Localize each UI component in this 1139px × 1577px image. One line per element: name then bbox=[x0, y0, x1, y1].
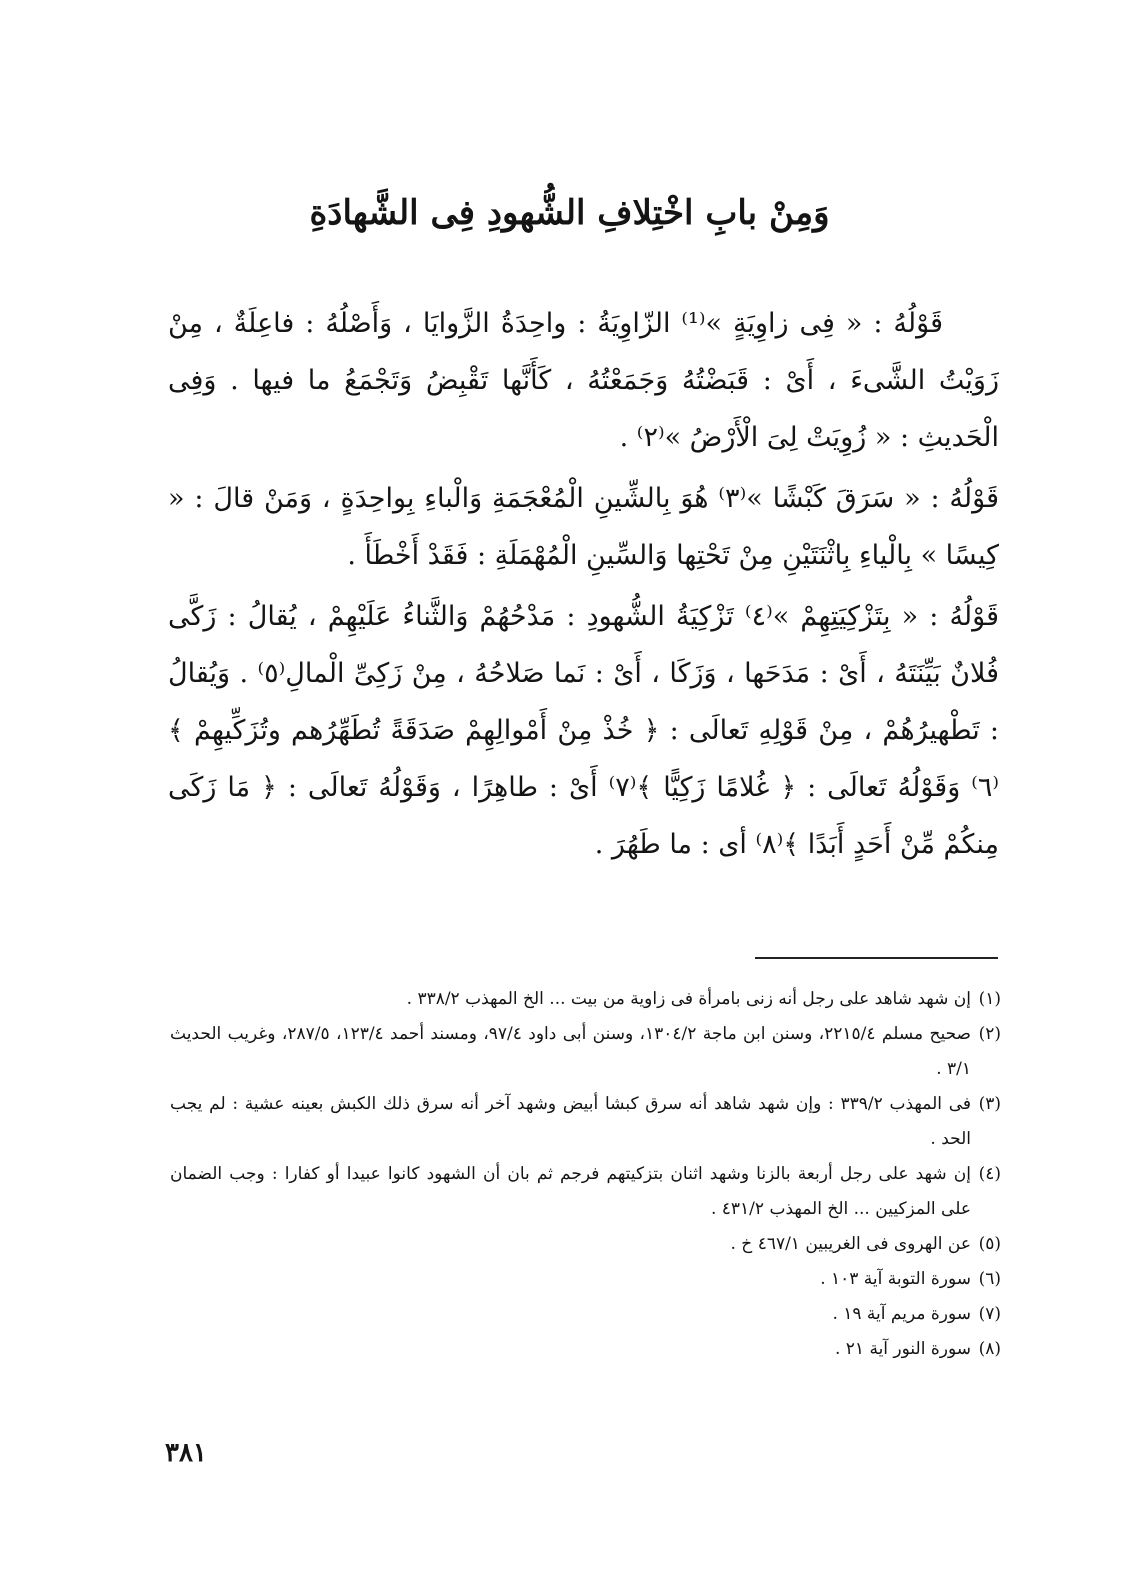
footnote-number: (٨) bbox=[978, 1339, 1001, 1359]
footnote-text: إن شهد على رجل أربعة بالزنا وشهد اثنان بتزكيتهم فرجم ثم بان أن الشهود كانوا عبيدا أو كفارا : وجب الضمان على المزكيين ... الخ المهذب ٤٣١/٢ . bbox=[170, 1164, 971, 1219]
footnote-number: (٢) bbox=[978, 1024, 1001, 1044]
footnote-number: (٣) bbox=[978, 1094, 1001, 1114]
paragraph-tazkiya: قَوْلُهُ : « بِتَزْكِيَتِهِمْ »⁽٤⁾ تَزْكِيَةُ الشُّهودِ : مَدْحُهُمْ وَالثَّناءُ عَلَيْهِمْ ، يُقالُ : زَكَّى فُلانٌ بَيِّنَتَهُ ، أَىْ : مَدَحَها ، وَزَكَا ، أَىْ : نَما صَلاحُهُ ، مِنْ زَكِىِّ الْمالِ⁽٥⁾ . وَيُقالُ : تَطْهيرُهُمْ ، مِنْ قَوْلِهِ تَعالَى : ﴿ خُذْ مِنْ أَمْوالِهِمْ صَدَقَةً تُطَهِّرُهم وتُزَكِّيهِمْ ﴾⁽٦⁾ وَقَوْلُهُ تَعالَى : ﴿ غُلامًا زَكِيًّا ﴾⁽٧⁾ أَىْ : طاهِرًا ، وَقَوْلُهُ تَعالَى : ﴿ مَا زَكَى مِنكُمْ مِّنْ أَحَدٍ أَبَدًا ﴾⁽٨⁾ أى : ما طَهُرَ . bbox=[168, 601, 1000, 860]
main-text bbox=[168, 295, 999, 877]
footnote-text: سورة التوبة آية ١٠٣ . bbox=[820, 1269, 971, 1289]
footnote-text: سورة مريم آية ١٩ . bbox=[832, 1304, 971, 1324]
footnote-text: عن الهروى فى الغريبين ٤٦٧/١ خ . bbox=[730, 1234, 971, 1254]
footnote bbox=[170, 1157, 1001, 1227]
footnote-separator bbox=[755, 957, 998, 959]
footnote-text: إن شهد شاهد على رجل أنه زنى بامرأة فى زاوية من بيت ... الخ المهذب ٣٣٨/٢ . bbox=[406, 989, 971, 1009]
paragraph-kabsh: قَوْلُهُ : « سَرَقَ كَبْشًا »⁽٣⁾ هُوَ بِالشِّينِ الْمُعْجَمَةِ وَالْباءِ بِواحِدَةٍ ، وَمَنْ قالَ : « كِيسًا » بِالْياءِ بِاثْنَتَيْنِ مِنْ تَحْتِها وَالسِّينِ الْمُهْمَلَةِ : فَقَدْ أَخْطَأَ . bbox=[168, 483, 999, 571]
page-number: ٣٨١ bbox=[165, 1438, 207, 1468]
footnote-text: صحيح مسلم ٢٢١٥/٤، وسنن ابن ماجة ١٣٠٤/٢، وسنن أبى داود ٩٧/٤، ومسند أحمد ١٢٣/٤، ٢٨٧/٥، وغريب الحديث ٣/١ . bbox=[170, 1024, 971, 1079]
footnote bbox=[170, 1262, 1001, 1297]
footnote bbox=[170, 1332, 1001, 1367]
footnote-number: (٧) bbox=[978, 1304, 1001, 1324]
footnote-number: (٥) bbox=[978, 1234, 1001, 1254]
footnote bbox=[170, 1017, 1001, 1087]
paragraph-zawiya: قَوْلُهُ : « فِى زاوِيَةٍ »⁽¹⁾ الزّاوِيَةُ : واحِدَةُ الزَّوايَا ، وَأَصْلُهُ : فاعِلَةٌ ، مِنْ زَوَيْتُ الشَّىءَ ، أَىْ : قَبَضْتُهُ وَجَمَعْتُهُ ، كَأَنَّها تَقْبِضُ وَتَجْمَعُ ما فيها . وَفِى الْحَديثِ : « زُوِيَتْ لِىَ الْأَرْضُ »⁽٢⁾ . bbox=[168, 308, 999, 453]
footnotes bbox=[170, 982, 1001, 1367]
chapter-title: وَمِنْ بابِ اخْتِلافِ الشُّهودِ فِى الشَّهادَةِ bbox=[309, 193, 830, 233]
footnote-number: (٦) bbox=[978, 1269, 1001, 1289]
footnote-text: فى المهذب ٣٣٩/٢ : وإن شهد شاهد أنه سرق كبشا أبيض وشهد آخر أنه سرق ذلك الكبش بعينه عشية : لم يجب الحد . bbox=[170, 1094, 971, 1149]
footnote bbox=[170, 982, 1001, 1017]
footnote-number: (١) bbox=[978, 989, 1001, 1009]
footnote bbox=[170, 1297, 1001, 1332]
footnote bbox=[170, 1087, 1001, 1157]
footnote-text: سورة النور آية ٢١ . bbox=[834, 1339, 971, 1359]
footnote-number: (٤) bbox=[978, 1164, 1001, 1184]
footnote bbox=[170, 1227, 1001, 1262]
